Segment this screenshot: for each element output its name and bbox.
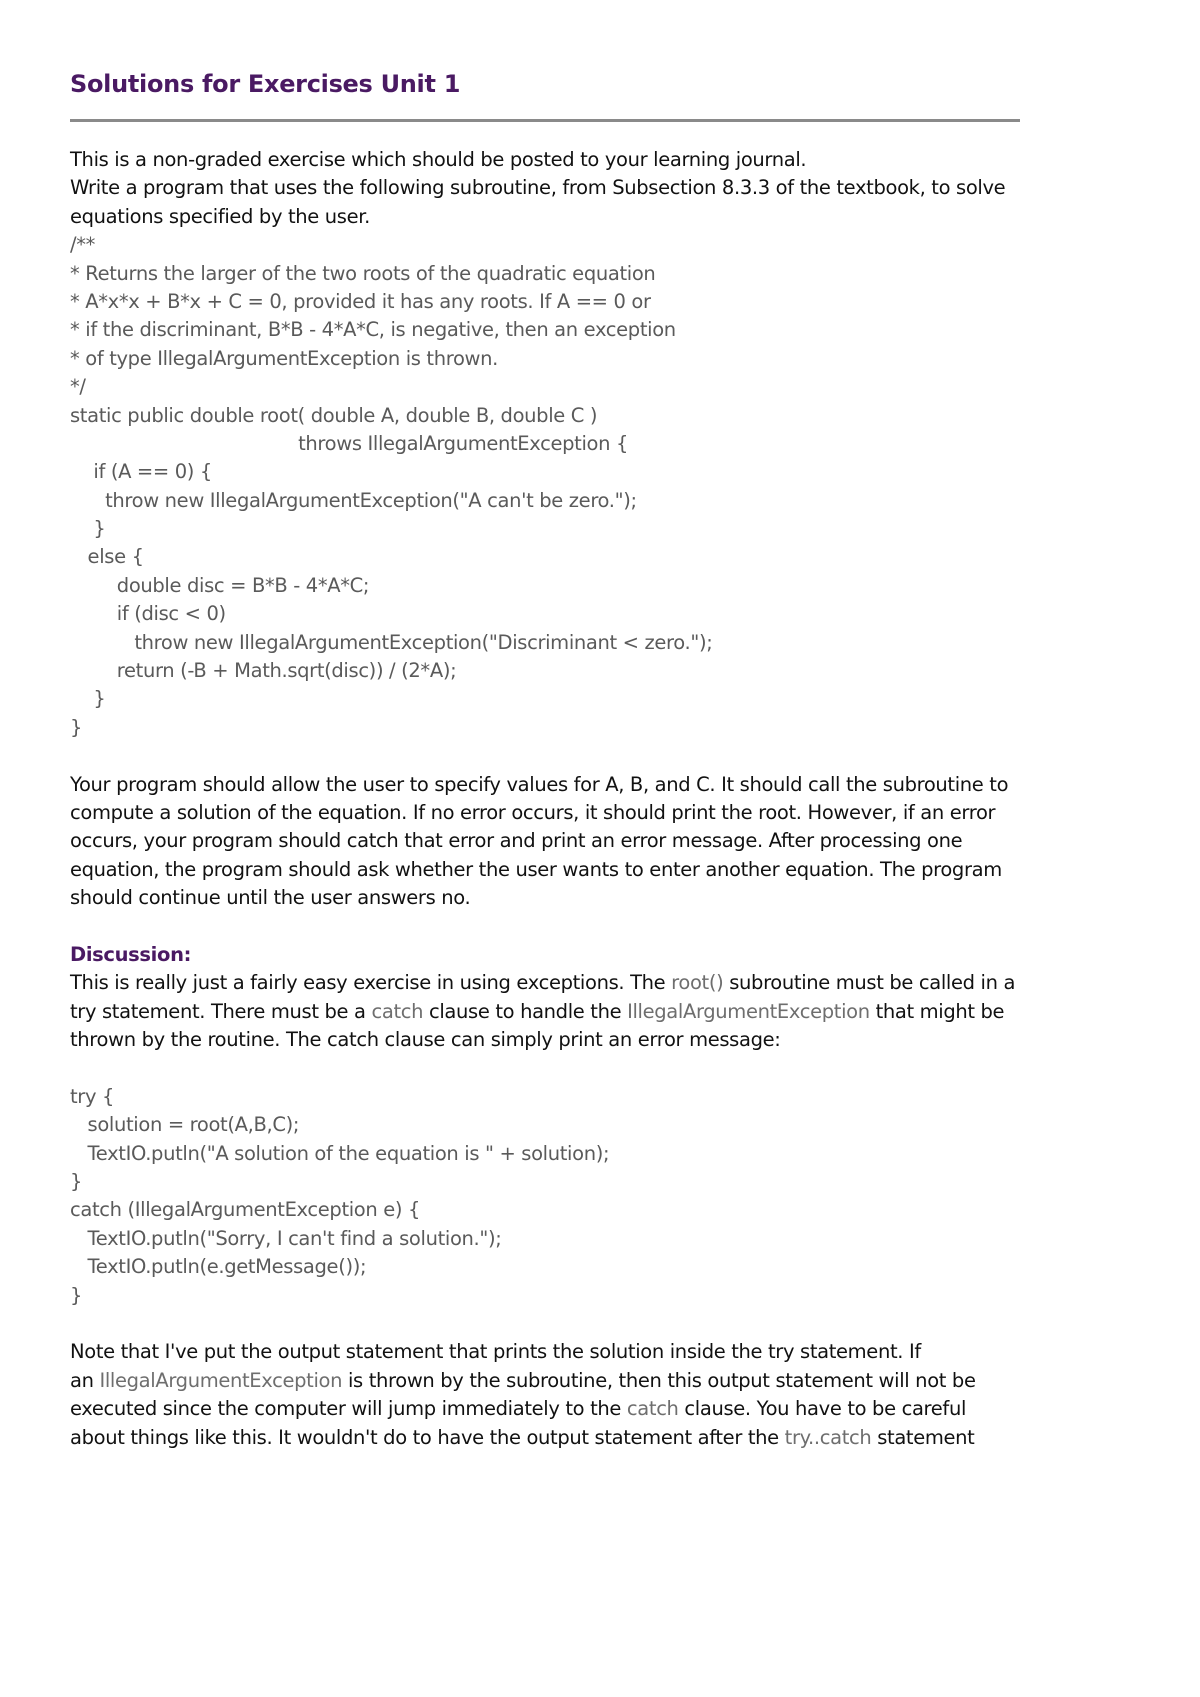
task-line: Your program should allow the user to specify values for A, B, and C. It should call the subroutine to [70,772,1009,796]
code-line: TextIO.putln(e.getMessage()); [70,1255,367,1279]
discussion-paragraph [70,969,1020,1054]
text-run: subroutine must be called in a [723,971,1016,995]
note-line [70,1395,1020,1423]
text-run: clause. You have to be careful [678,1397,967,1421]
spacer [70,742,1020,770]
discussion-heading: Discussion: [70,942,192,966]
code-line: return (-B + Math.sqrt(disc)) / (2*A); [70,659,457,683]
task-line: occurs, your program should catch that error and print an error message. After processing one [70,829,963,853]
spacer [70,1055,1020,1083]
discussion-line [70,998,1020,1026]
code-line: TextIO.putln("Sorry, I can't find a solution."); [70,1226,502,1250]
spacer [70,1310,1020,1338]
code-line: } [70,1283,83,1307]
try-catch-code [70,1083,1020,1310]
code-line: } [70,715,83,739]
code-line: try { [70,1084,115,1108]
note-line [70,1424,1020,1452]
inline-code: IllegalArgumentException [627,999,870,1023]
code-line: catch (IllegalArgumentException e) { [70,1198,421,1222]
intro-line: This is a non-graded exercise which should be posted to your learning journal. [70,148,807,171]
code-line: double disc = B*B - 4*A*C; [70,573,370,597]
text-run: executed since the computer will jump immediately to the [70,1397,627,1421]
page-title: Solutions for Exercises Unit 1 [70,70,461,98]
text-run: is thrown by the subroutine, then this output statement will not be [342,1368,976,1392]
code-line: /** [70,233,96,257]
root-subroutine-code [70,231,1020,742]
intro-line: Write a program that uses the following subroutine, from Subsection 8.3.3 of the textbook, to solve [70,176,1006,200]
title-divider [70,119,1020,122]
inline-code: IllegalArgumentException [99,1368,343,1392]
text-run: that might be [869,999,1005,1023]
document-body [70,146,1020,1452]
code-line: throws IllegalArgumentException { [70,431,629,455]
code-line: if (disc < 0) [70,602,226,626]
code-line: throw new IllegalArgumentException("A can't be zero."); [70,488,637,512]
inline-code: root() [671,971,724,995]
code-line: solution = root(A,B,C); [70,1113,300,1137]
task-line: compute a solution of the equation. If no error occurs, it should print the root. However, if an error [70,800,996,824]
text-run: This is really just a fairly easy exercise in using exceptions. The [70,971,672,995]
note-line: Note that I've put the output statement that prints the solution inside the try statement. If [70,1340,921,1364]
intro-line: equations specified by the user. [70,204,370,228]
code-line: } [70,517,106,541]
inline-code: catch [626,1397,679,1421]
discussion-line: thrown by the routine. The catch clause can simply print an error message: [70,1028,781,1052]
intro-paragraph [70,146,1020,231]
inline-code: try..catch [784,1425,872,1449]
code-line: TextIO.putln("A solution of the equation is " + solution); [70,1141,610,1165]
note-paragraph [70,1338,1020,1452]
task-line: should continue until the user answers no. [70,886,471,910]
code-line: if (A == 0) { [70,460,212,484]
inline-code: catch [371,999,424,1023]
document-page [70,66,1020,1452]
spacer [70,913,1020,941]
text-run: about things like this. It wouldn't do to have the output statement after the [70,1425,785,1449]
task-line: equation, the program should ask whether the user wants to enter another equation. The program [70,857,1002,881]
text-run: try statement. There must be a [70,999,372,1023]
code-line: static public double root( double A, double B, double C ) [70,403,598,427]
text-run: an [70,1368,100,1392]
code-line: else { [70,545,144,569]
task-paragraph [70,771,1020,913]
text-run: statement [871,1425,975,1449]
code-line: * of type IllegalArgumentException is thrown. [70,346,498,370]
code-line: */ [70,375,86,399]
text-run: clause to handle the [423,999,628,1023]
code-line: * if the discriminant, B*B - 4*A*C, is negative, then an exception [70,318,676,342]
code-line: throw new IllegalArgumentException("Discriminant < zero."); [70,630,713,654]
code-line: } [70,1170,83,1194]
discussion-line [70,969,1020,997]
code-line: * Returns the larger of the two roots of the quadratic equation [70,261,656,285]
code-line: * A*x*x + B*x + C = 0, provided it has any roots. If A == 0 or [70,289,651,313]
code-line: } [70,687,106,711]
note-line [70,1367,1020,1395]
